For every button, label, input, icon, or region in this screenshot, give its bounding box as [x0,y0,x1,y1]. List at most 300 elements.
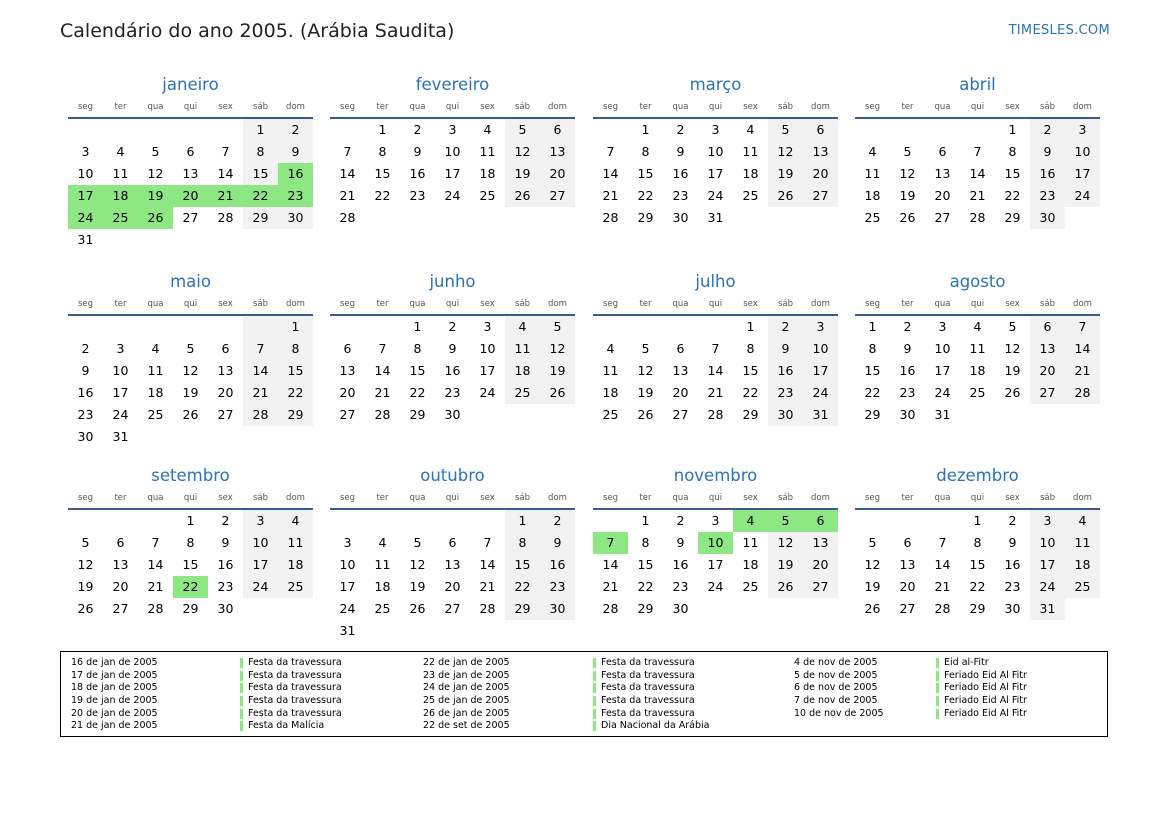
day-cell: 26 [409,601,426,616]
day-cell: 3 [483,319,492,334]
legend-item [794,670,1114,683]
legend-item [794,708,1114,721]
day-cell: 31 [934,407,951,422]
day-cell: 26 [77,601,94,616]
day-cell: 23 [1030,185,1065,207]
day-cell: 12 [409,557,426,572]
empty-cell [470,510,505,532]
day-cell: 23 [409,188,426,203]
day-cell: 27 [803,185,838,207]
legend-holiday-name: Dia Nacional da Arábia [601,720,710,732]
day-cell: 18 [479,166,496,181]
month-11 [855,463,1100,620]
legend-holiday-name: Festa da travessura [248,682,342,694]
legend-marker [936,709,939,719]
day-cell: 24 [707,579,724,594]
holiday-day-cell: 21 [208,185,243,207]
weekday-label: sex [218,299,233,309]
weekday-label: sex [480,299,495,309]
weekday-header [68,98,313,116]
weekday-label: qua [409,493,426,503]
weekday-label: sex [743,102,758,112]
day-cell: 25 [742,579,759,594]
weekday-label: sáb [252,102,269,112]
day-cell: 22 [505,576,540,598]
weekday-label: ter [901,102,914,112]
day-cell: 4 [378,535,387,550]
day-cell: 7 [221,144,230,159]
day-cell: 20 [672,385,689,400]
day-cell: 11 [112,166,129,181]
holiday-day-cell: 19 [138,185,173,207]
day-cell: 26 [637,407,654,422]
day-cell: 17 [803,360,838,382]
weekday-label: sáb [514,299,531,309]
day-cell: 13 [803,532,838,554]
day-cell: 9 [413,144,422,159]
empty-cell [400,510,435,532]
day-cell: 17 [339,579,356,594]
day-cell: 1 [413,319,422,334]
day-cell: 1 [641,513,650,528]
day-cell: 13 [803,141,838,163]
weekday-label: qui [183,299,198,309]
day-cell: 18 [147,385,164,400]
day-cell: 10 [1065,141,1100,163]
day-cell: 12 [1004,341,1021,356]
holiday-day-cell: 22 [243,185,278,207]
weekday-label: qua [672,102,689,112]
day-cell: 16 [899,363,916,378]
legend-holiday-name: Feriado Eid Al Fitr [944,707,1027,719]
day-cell: 25 [742,188,759,203]
legend-marker [936,683,939,693]
day-cell: 31 [339,623,356,638]
day-cell: 16 [77,385,94,400]
day-cell: 9 [448,341,457,356]
day-cell: 18 [742,166,759,181]
day-cell: 30 [77,429,94,444]
legend-date: 18 de jan de 2005 [71,682,158,694]
day-cell: 19 [505,163,540,185]
day-cell: 6 [448,535,457,550]
day-cell: 8 [278,338,313,360]
day-cell: 15 [409,363,426,378]
day-cell: 27 [1030,382,1065,404]
day-cell: 10 [479,341,496,356]
weekday-header [593,295,838,313]
weekday-label: ter [114,493,127,503]
day-cell: 3 [711,122,720,137]
day-cell: 21 [1065,360,1100,382]
day-cell: 26 [768,576,803,598]
legend-date: 19 de jan de 2005 [71,695,158,707]
day-cell: 26 [1004,385,1021,400]
legend-date: 21 de jan de 2005 [71,720,158,732]
weekday-label: seg [77,102,94,112]
day-cell: 6 [1030,316,1065,338]
day-cell: 10 [707,144,724,159]
day-cell: 25 [278,576,313,598]
day-cell: 4 [116,144,125,159]
day-cell: 15 [864,363,881,378]
weekday-label: ter [639,299,652,309]
day-cell: 29 [182,601,199,616]
day-cell: 6 [116,535,125,550]
legend-date: 22 de set de 2005 [423,720,510,732]
day-cell: 8 [186,535,195,550]
weekday-label: ter [376,493,389,503]
legend-item [423,695,743,708]
day-cell: 13 [182,166,199,181]
weekday-label: dom [548,299,567,309]
legend-item [71,695,391,708]
day-cell: 19 [540,360,575,382]
month-name: abril [959,75,996,94]
day-cell: 20 [339,385,356,400]
day-cell: 26 [768,185,803,207]
legend-marker [593,709,596,719]
day-cell: 9 [540,532,575,554]
day-cell: 30 [768,404,803,426]
day-cell: 16 [217,557,234,572]
day-cell: 2 [768,316,803,338]
weekday-label: qua [147,299,164,309]
weekday-label: dom [548,102,567,112]
weekday-label: dom [811,493,830,503]
weekday-label: seg [602,493,619,503]
day-cell: 15 [278,360,313,382]
empty-cell [698,316,733,338]
day-cell: 22 [278,382,313,404]
legend-holiday-name: Festa da travessura [601,695,695,707]
month-7 [855,269,1100,426]
day-cell: 8 [746,341,755,356]
day-cell: 18 [1065,554,1100,576]
day-cell: 20 [112,579,129,594]
weekday-label: qui [708,102,723,112]
day-cell: 9 [221,535,230,550]
holiday-day-cell: 17 [68,185,103,207]
day-cell: 21 [147,579,164,594]
day-cell: 29 [278,404,313,426]
day-cell: 28 [217,210,234,225]
empty-cell [890,119,925,141]
day-cell: 12 [505,141,540,163]
day-cell: 13 [899,557,916,572]
day-cell: 5 [151,144,160,159]
empty-cell [855,510,890,532]
day-cell: 7 [483,535,492,550]
legend-holiday-name: Festa da travessura [248,707,342,719]
day-cell: 13 [934,166,951,181]
day-cell: 2 [676,122,685,137]
day-cell: 17 [112,385,129,400]
empty-cell [960,119,995,141]
legend-holiday-name: Feriado Eid Al Fitr [944,695,1027,707]
day-cell: 19 [409,579,426,594]
holiday-day-cell: 4 [733,510,768,532]
day-cell: 3 [803,316,838,338]
legend-marker [936,658,939,668]
month-8 [68,463,313,620]
day-cell: 5 [540,316,575,338]
day-cell: 12 [768,532,803,554]
page-title: Calendário do ano 2005. (Arábia Saudita) [60,20,455,42]
day-cell: 16 [1030,163,1065,185]
legend-item [71,670,391,683]
empty-cell [208,316,243,338]
day-cell: 7 [938,535,947,550]
day-cell: 12 [899,166,916,181]
day-cell: 19 [768,554,803,576]
day-cell: 3 [243,510,278,532]
day-cell: 1 [1008,122,1017,137]
day-cell: 5 [1008,319,1017,334]
day-cell: 5 [81,535,90,550]
legend-item [794,695,1114,708]
day-cell: 5 [768,119,803,141]
day-cell: 15 [374,166,391,181]
empty-cell [855,119,890,141]
weekday-label: qui [445,299,460,309]
empty-cell [138,316,173,338]
month-10 [593,463,838,620]
day-cell: 1 [243,119,278,141]
holiday-day-cell: 16 [278,163,313,185]
day-cell: 8 [505,532,540,554]
day-cell: 25 [374,601,391,616]
day-cell: 29 [505,598,540,620]
legend-item [71,720,391,733]
day-cell: 24 [1065,185,1100,207]
empty-cell [68,119,103,141]
day-cell: 6 [903,535,912,550]
site-logo-link[interactable]: TIMESLES.COM [1008,23,1110,38]
day-cell: 25 [505,382,540,404]
day-cell: 13 [112,557,129,572]
weekday-label: seg [339,102,356,112]
legend-marker [240,721,243,731]
legend-date: 26 de jan de 2005 [423,707,510,719]
day-cell: 18 [742,557,759,572]
day-cell: 22 [969,579,986,594]
day-cell: 8 [413,341,422,356]
day-cell: 4 [1065,510,1100,532]
day-cell: 6 [676,341,685,356]
legend-marker [593,696,596,706]
day-cell: 19 [1004,363,1021,378]
holiday-day-cell: 18 [103,185,138,207]
weekday-header [855,489,1100,507]
day-cell: 25 [602,407,619,422]
day-cell: 28 [147,601,164,616]
day-cell: 13 [217,363,234,378]
day-cell: 23 [540,576,575,598]
day-cell: 27 [899,601,916,616]
day-cell: 8 [378,144,387,159]
day-cell: 23 [672,579,689,594]
day-cell: 16 [409,166,426,181]
day-cell: 9 [768,338,803,360]
empty-cell [925,510,960,532]
holiday-day-cell: 10 [698,532,733,554]
day-cell: 1 [868,319,877,334]
legend-marker [936,696,939,706]
day-cell: 6 [221,341,230,356]
weekday-header [68,489,313,507]
day-cell: 12 [77,557,94,572]
empty-cell [593,510,628,532]
day-cell: 17 [444,166,461,181]
day-grid [68,119,313,251]
day-grid [330,119,575,229]
day-cell: 13 [672,363,689,378]
month-6 [593,269,838,426]
day-cell: 2 [81,341,90,356]
day-cell: 3 [343,535,352,550]
day-grid [855,316,1100,426]
day-cell: 22 [637,579,654,594]
legend-holiday-name: Feriado Eid Al Fitr [944,669,1027,681]
day-cell: 19 [77,579,94,594]
day-cell: 22 [742,385,759,400]
empty-cell [435,510,470,532]
weekday-label: qua [409,299,426,309]
day-cell: 11 [374,557,391,572]
weekday-label: qui [708,493,723,503]
day-cell: 20 [803,554,838,576]
day-cell: 28 [1065,382,1100,404]
day-cell: 14 [217,166,234,181]
day-cell: 27 [540,185,575,207]
empty-cell [925,119,960,141]
day-cell: 8 [868,341,877,356]
day-cell: 8 [243,141,278,163]
day-cell: 13 [339,363,356,378]
holiday-day-cell: 25 [103,207,138,229]
day-cell: 15 [182,557,199,572]
weekday-label: qui [183,493,198,503]
day-cell: 14 [969,166,986,181]
day-cell: 21 [602,579,619,594]
day-cell: 29 [1004,210,1021,225]
legend-date: 16 de jan de 2005 [71,657,158,668]
month-name: setembro [151,466,230,485]
day-cell: 2 [676,513,685,528]
day-cell: 27 [803,576,838,598]
weekday-label: qua [409,102,426,112]
day-cell: 29 [243,207,278,229]
day-cell: 12 [637,363,654,378]
weekday-label: qui [970,102,985,112]
weekday-label: dom [1073,493,1092,503]
weekday-label: qui [708,299,723,309]
day-cell: 1 [505,510,540,532]
weekday-header [330,98,575,116]
day-cell: 10 [243,532,278,554]
day-cell: 10 [112,363,129,378]
empty-cell [103,510,138,532]
legend-date: 4 de nov de 2005 [794,657,878,668]
day-cell: 19 [637,385,654,400]
day-cell: 15 [1004,166,1021,181]
day-cell: 27 [339,407,356,422]
weekday-label: qua [934,299,951,309]
day-cell: 21 [934,579,951,594]
day-cell: 13 [444,557,461,572]
day-cell: 14 [707,363,724,378]
day-cell: 8 [973,535,982,550]
day-cell: 6 [186,144,195,159]
day-cell: 2 [1008,513,1017,528]
empty-cell [173,316,208,338]
day-cell: 27 [182,210,199,225]
day-cell: 21 [707,385,724,400]
weekday-label: ter [376,102,389,112]
month-name: agosto [949,272,1006,291]
empty-cell [365,510,400,532]
weekday-label: seg [77,493,94,503]
day-cell: 28 [479,601,496,616]
day-cell: 28 [934,601,951,616]
weekday-label: qui [445,102,460,112]
legend-marker [240,683,243,693]
day-cell: 10 [77,166,94,181]
legend-item [794,657,1114,670]
weekday-label: sex [218,493,233,503]
day-cell: 29 [409,407,426,422]
legend-item [423,670,743,683]
day-cell: 30 [444,407,461,422]
day-cell: 17 [243,554,278,576]
day-cell: 21 [969,188,986,203]
empty-cell [890,510,925,532]
day-cell: 16 [1004,557,1021,572]
day-cell: 24 [479,385,496,400]
day-cell: 31 [707,210,724,225]
day-cell: 3 [81,144,90,159]
day-cell: 15 [742,363,759,378]
legend-item [794,682,1114,695]
day-grid [593,510,838,620]
weekday-label: dom [811,299,830,309]
day-cell: 30 [899,407,916,422]
month-name: junho [429,272,476,291]
day-cell: 2 [413,122,422,137]
day-cell: 10 [934,341,951,356]
day-cell: 25 [147,407,164,422]
day-cell: 7 [1065,316,1100,338]
day-cell: 27 [444,601,461,616]
day-cell: 24 [339,601,356,616]
day-cell: 2 [221,513,230,528]
legend-holiday-name: Festa da travessura [601,707,695,719]
legend-holiday-name: Festa da travessura [601,669,695,681]
day-cell: 16 [444,363,461,378]
day-cell: 22 [864,385,881,400]
empty-cell [173,119,208,141]
weekday-label: seg [339,299,356,309]
day-cell: 5 [186,341,195,356]
empty-cell [68,316,103,338]
weekday-label: sáb [777,299,794,309]
day-cell: 11 [969,341,986,356]
day-cell: 14 [934,557,951,572]
day-cell: 26 [182,407,199,422]
day-cell: 4 [151,341,160,356]
day-cell: 25 [479,188,496,203]
